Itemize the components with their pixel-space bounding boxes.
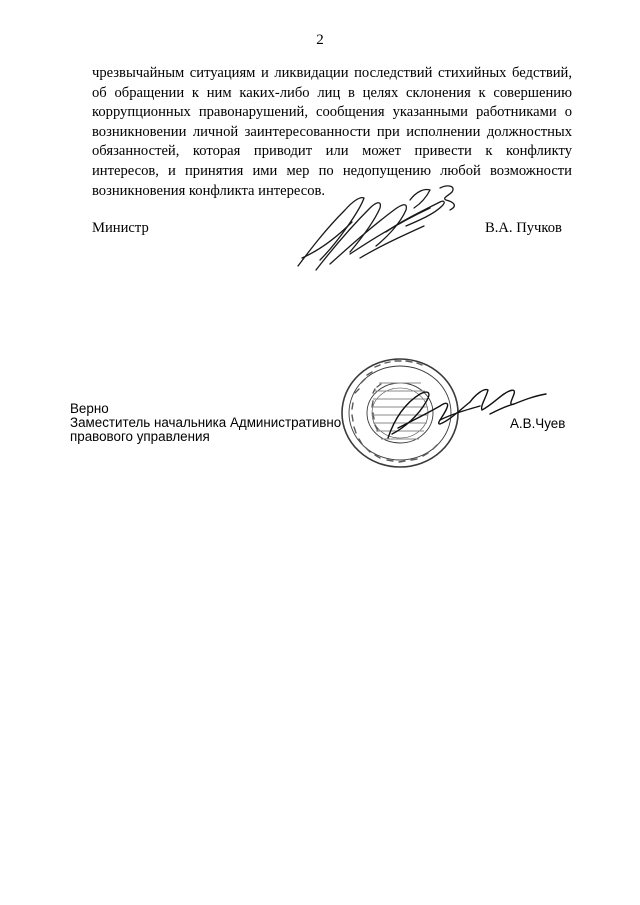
- minister-title: Министр: [92, 220, 149, 236]
- deputy-position-line1: Заместитель начальника Административно: [70, 415, 342, 430]
- deputy-position-line2: правового управления: [70, 429, 210, 444]
- deputy-signature-icon: [380, 380, 550, 450]
- page-number: 2: [316, 32, 324, 48]
- body-paragraph: чрезвычайным ситуациям и ликвидации последствий стихийных бедствий, об обращении к ним каких-либо лиц в целях склонения к совершению коррупционных правонарушений, сообщения указанными работниками о возникновении личной заинтересованности при исполнении должностных обязанностей, которая приводит или может привести к конфликту интересов, и принятия ими мер по недопущению любой возможности возникновения конфликта интересов.: [92, 65, 572, 199]
- deputy-name: А.В.Чуев: [510, 416, 566, 431]
- verification-block: [70, 402, 341, 444]
- minister-signature-icon: [290, 180, 470, 275]
- minister-name: В.А. Пучков: [485, 220, 562, 236]
- verified-label: Верно: [70, 401, 109, 416]
